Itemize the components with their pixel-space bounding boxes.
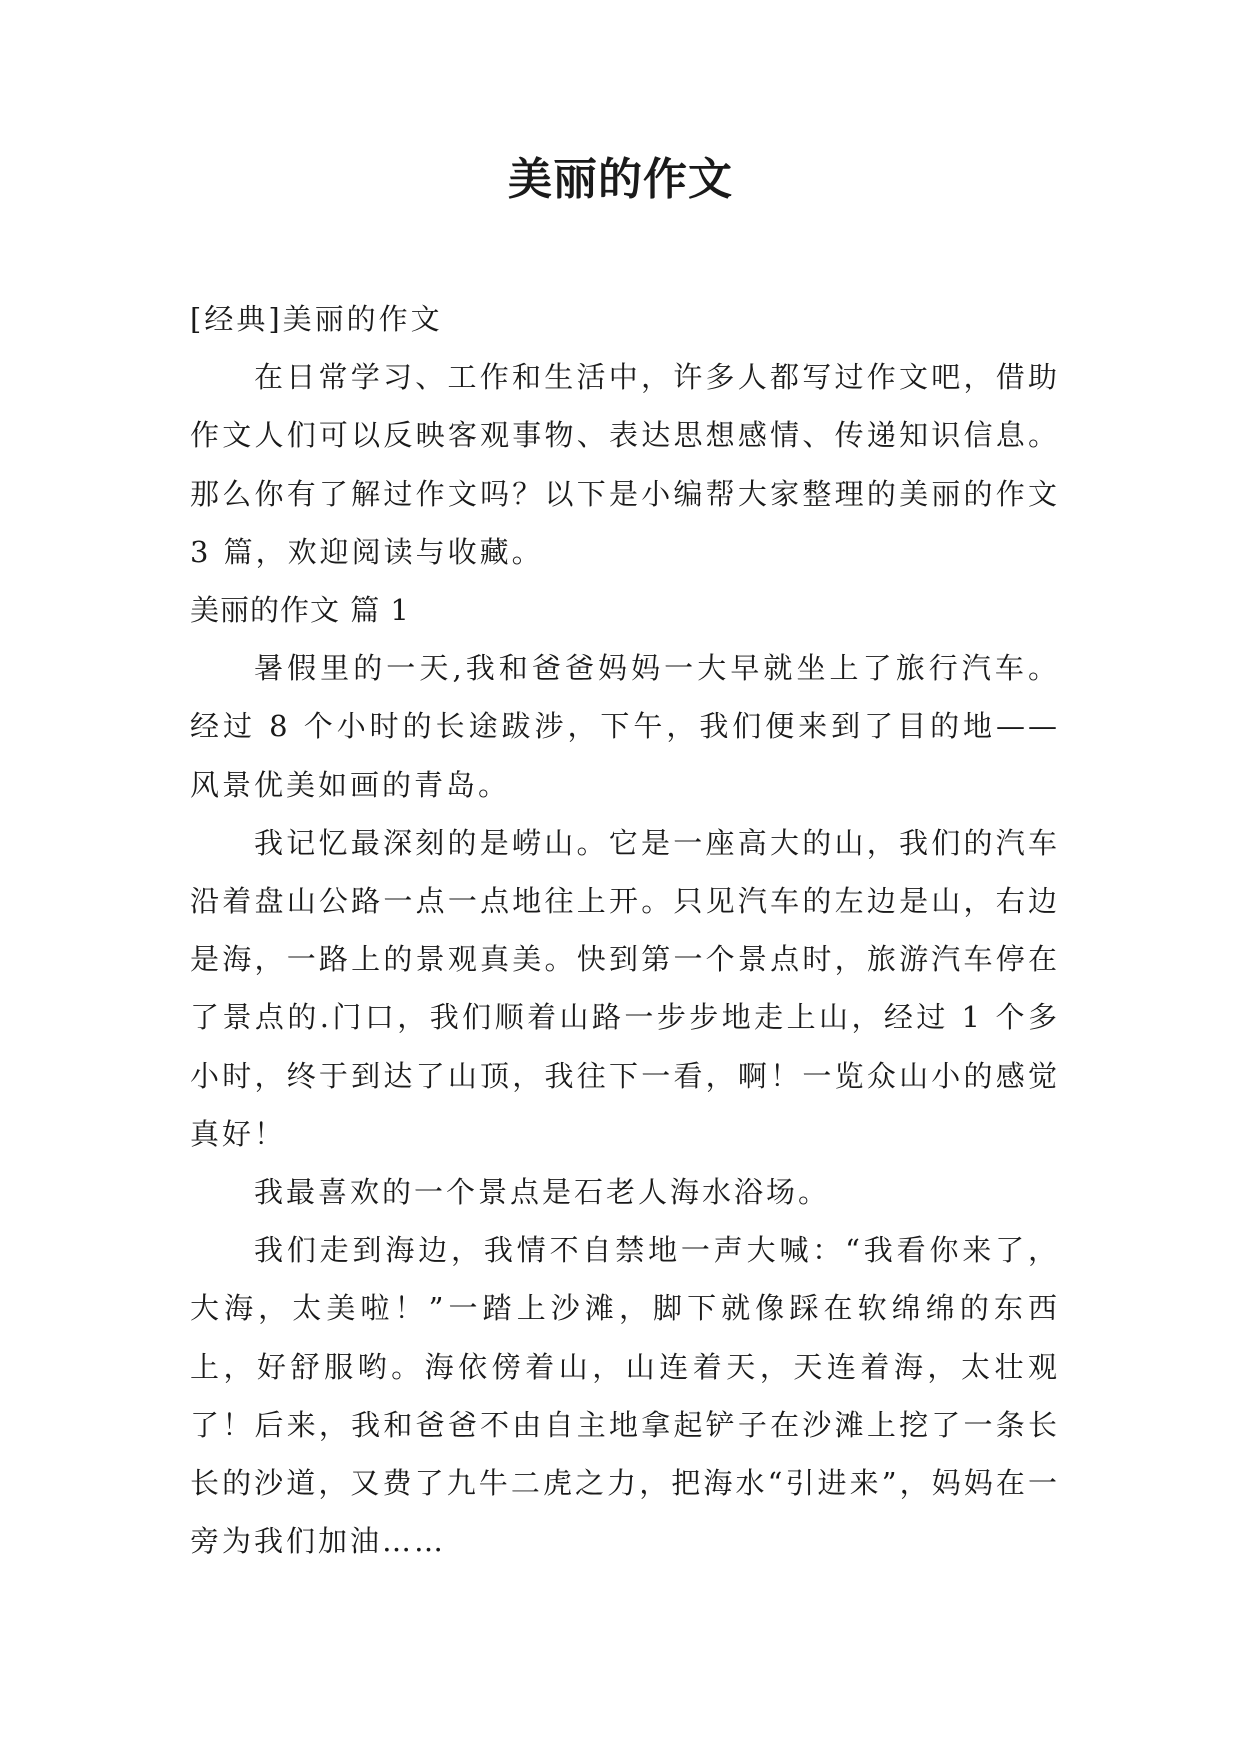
section-heading: 美丽的作文 篇 1 bbox=[190, 593, 410, 628]
document-title: 美丽的作文 bbox=[508, 154, 733, 205]
body-paragraph: 我最喜欢的一个景点是石老人海水浴场。 bbox=[254, 1175, 831, 1210]
document-body bbox=[190, 290, 1060, 1570]
body-paragraph: 我们走到海边，我情不自禁地一声大喊：“我看你来了，大海，太美啦！”一踏上沙滩，脚下就像踩在软绵绵的东西上，好舒服哟。海依傍着山，山连着天，天连着海，太壮观了！后来，我和爸爸不由自主地拿起铲子在沙滩上挖了一条长长的沙道，又费了九牛二虎之力，把海水“引进来”，妈妈在一旁为我们加油…… bbox=[190, 1233, 1060, 1559]
intro-paragraph: 在日常学习、工作和生活中，许多人都写过作文吧，借助作文人们可以反映客观事物、表达思想感情、传递知识信息。那么你有了解过作文吗？以下是小编帮大家整理的美丽的作文 3 篇，欢迎阅读与收藏。 bbox=[190, 360, 1060, 569]
body-paragraph: 我记忆最深刻的是崂山。它是一座高大的山，我们的汽车沿着盘山公路一点一点地往上开。只见汽车的左边是山，右边是海，一路上的景观真美。快到第一个景点时，旅游汽车停在了景点的.门口，我们顺着山路一步步地走上山，经过 1 个多小时，终于到达了山顶，我往下一看，啊！一览众山小的感觉真好！ bbox=[190, 825, 1060, 1151]
document-subtitle: [经典]美丽的作文 bbox=[190, 302, 443, 336]
body-paragraph: 暑假里的一天,我和爸爸妈妈一大早就坐上了旅行汽车。经过 8 个小时的长途跋涉，下午，我们便来到了目的地——风景优美如画的青岛。 bbox=[190, 651, 1060, 802]
